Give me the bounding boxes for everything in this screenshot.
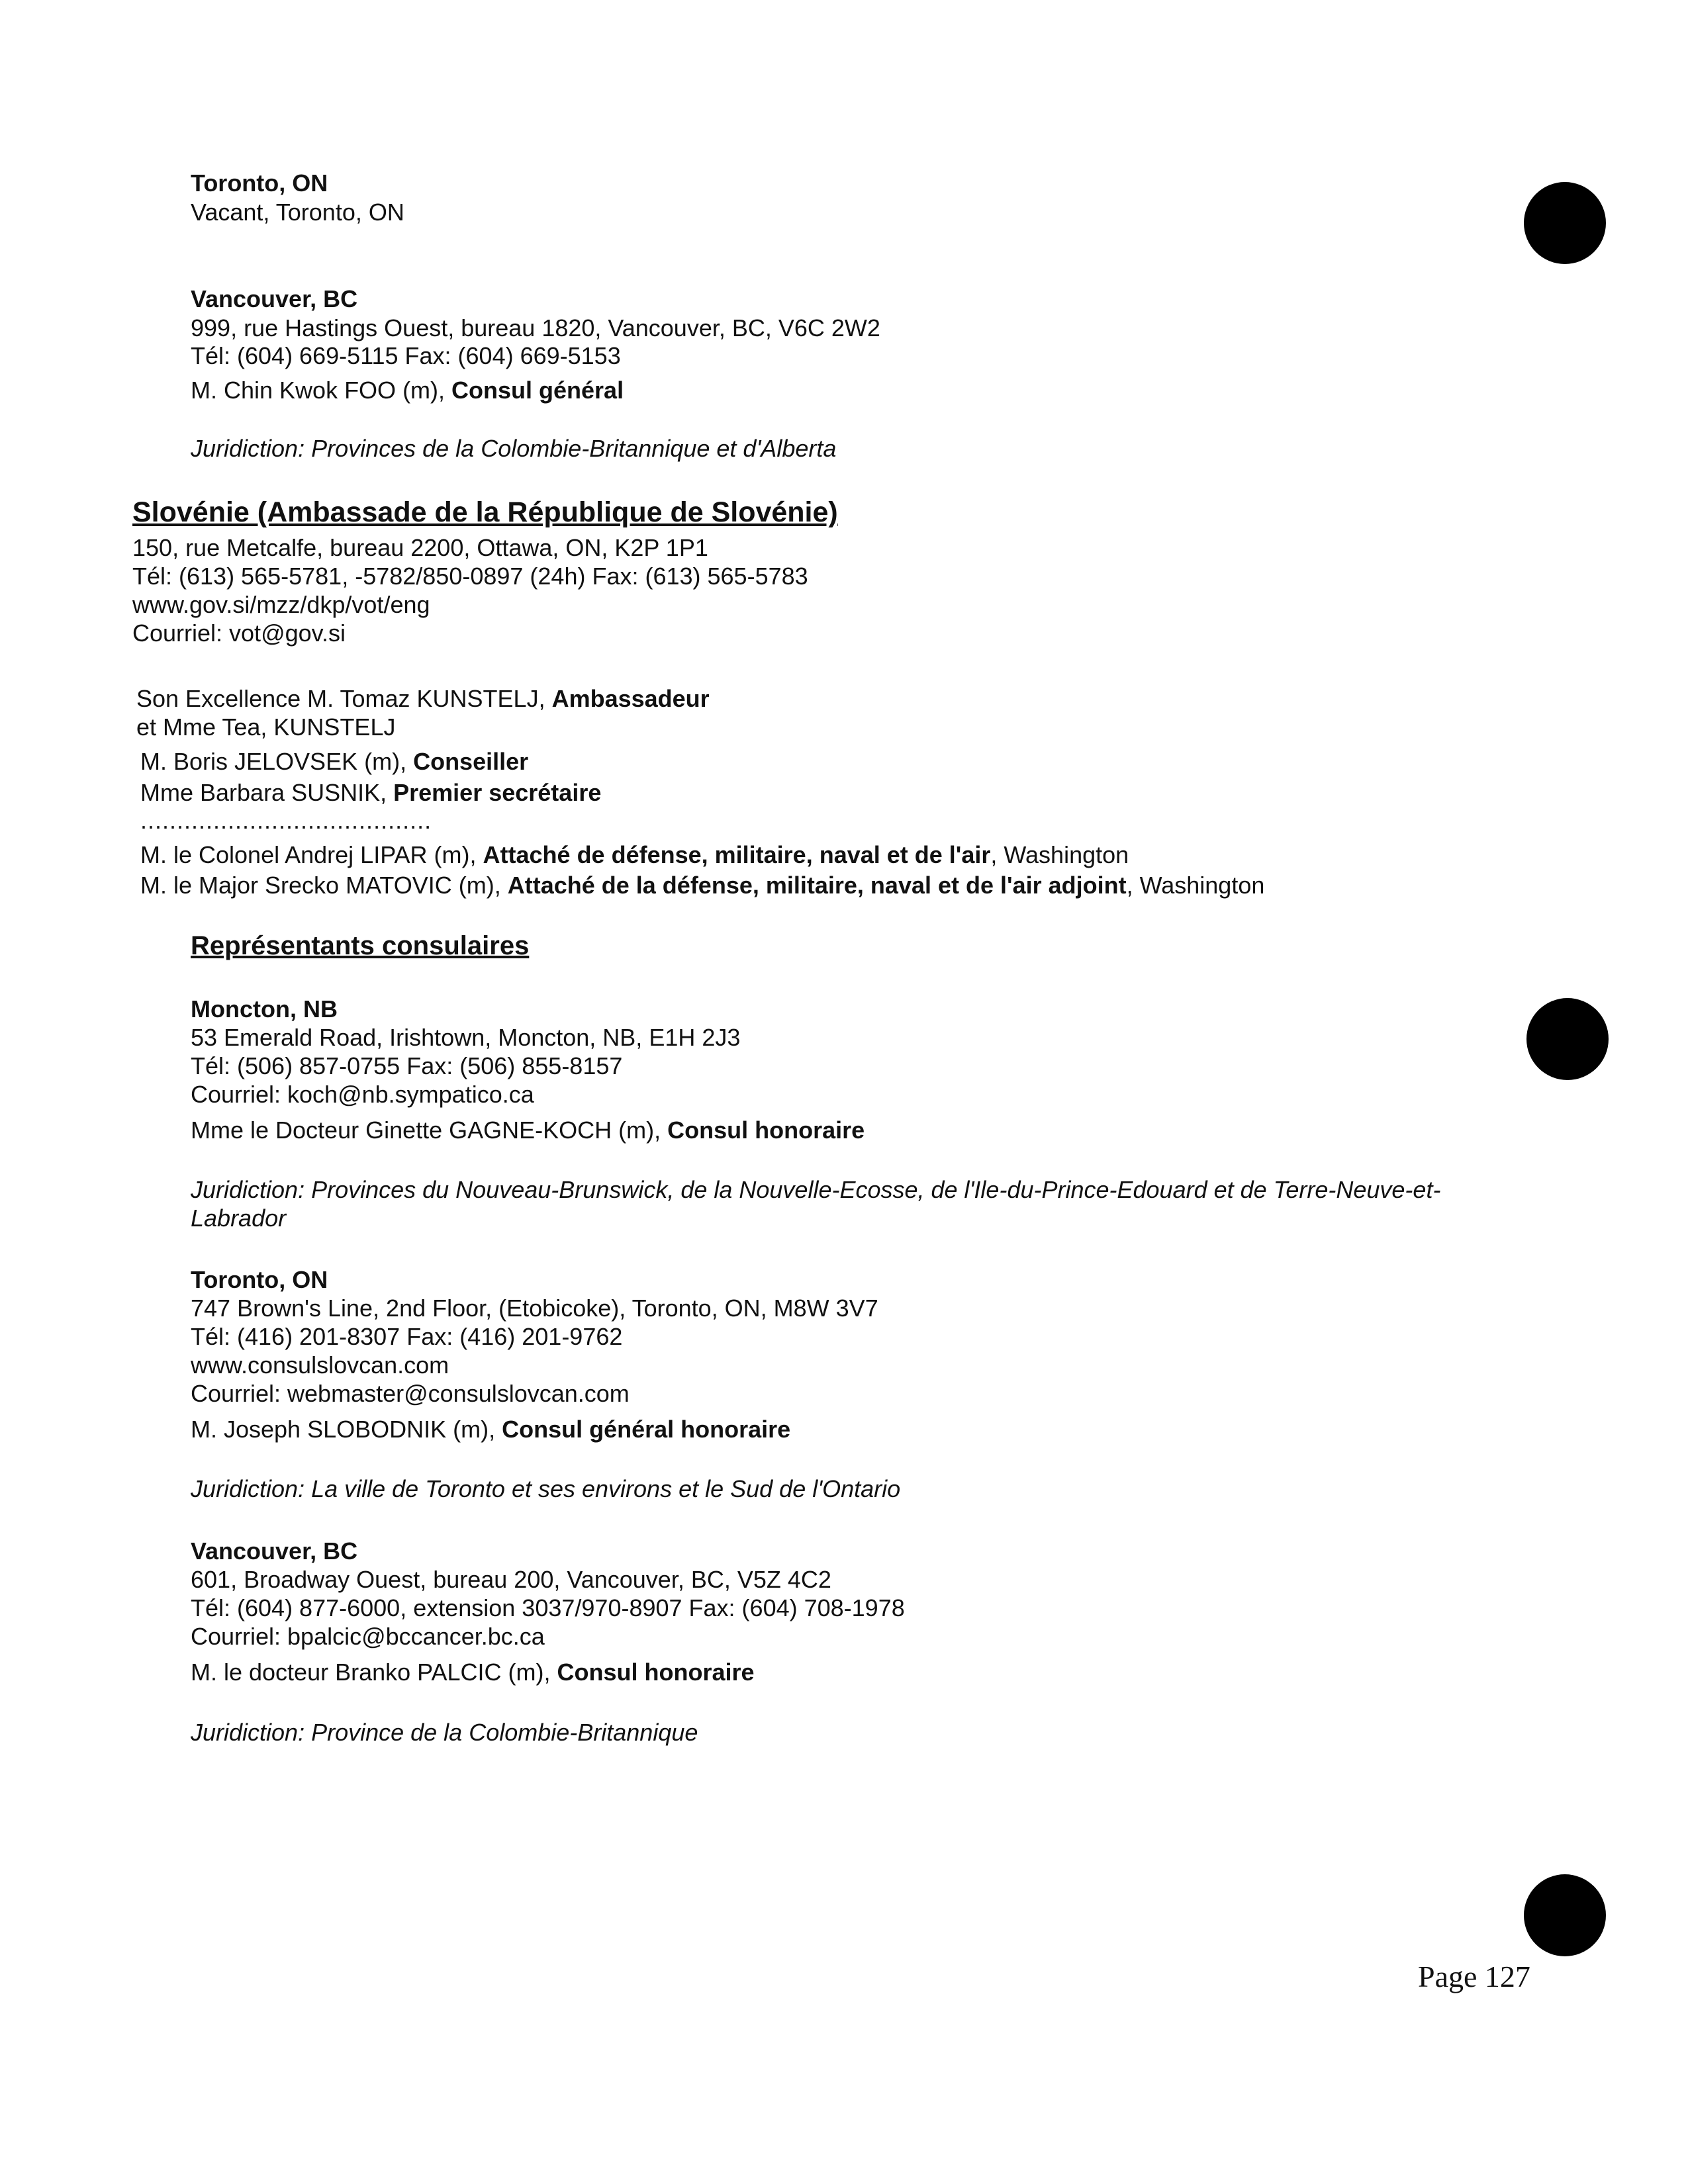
- person-title: Consul honoraire: [667, 1116, 865, 1144]
- moncton-jurisdiction-line2: Labrador: [191, 1205, 287, 1232]
- vancouver-address: 601, Broadway Ouest, bureau 200, Vancouver, BC, V5Z 4C2: [191, 1566, 831, 1593]
- staff-title: Premier secrétaire: [393, 779, 602, 806]
- vancouver-city: Vancouver, BC: [191, 1537, 358, 1565]
- moncton-phone: Tél: (506) 857-0755 Fax: (506) 855-8157: [191, 1052, 623, 1079]
- consular-heading: Représentants consulaires: [191, 931, 530, 960]
- vancouver-top-address: 999, rue Hastings Ouest, bureau 1820, Vancouver, BC, V6C 2W2: [191, 314, 880, 341]
- punch-hole-top: [1524, 182, 1606, 264]
- person-title: Consul général: [451, 377, 624, 404]
- embassy-heading: Slovénie (Ambassade de la République de Slovénie): [132, 496, 838, 528]
- embassy-phone: Tél: (613) 565-5781, -5782/850-0897 (24h) Fax: (613) 565-5783: [132, 563, 808, 590]
- embassy-website: www.gov.si/mzz/dkp/vot/eng: [132, 591, 430, 618]
- person-name: M. Chin Kwok FOO (m),: [191, 377, 452, 404]
- vancouver-person: [191, 1658, 755, 1687]
- moncton-city: Moncton, NB: [191, 995, 338, 1023]
- staff-first-secretary: [140, 778, 601, 807]
- vancouver-email: Courriel: bpalcic@bccancer.bc.ca: [191, 1623, 545, 1650]
- vancouver-top-person: [191, 376, 624, 405]
- staff-title: Conseiller: [413, 748, 529, 775]
- toronto-person: [191, 1415, 790, 1444]
- staff-name: M. le Colonel Andrej LIPAR (m),: [140, 841, 483, 868]
- toronto-address: 747 Brown's Line, 2nd Floor, (Etobicoke), Toronto, ON, M8W 3V7: [191, 1295, 878, 1322]
- staff-separator: ........................................: [140, 807, 432, 834]
- moncton-person: [191, 1116, 865, 1145]
- staff-title: Ambassadeur: [551, 685, 710, 712]
- toronto-jurisdiction: Juridiction: La ville de Toronto et ses environs et le Sud de l'Ontario: [191, 1475, 901, 1502]
- toronto-vacant-line: Vacant, Toronto, ON: [191, 199, 404, 226]
- staff-defense-attache: [140, 841, 1129, 870]
- person-name: M. Joseph SLOBODNIK (m),: [191, 1416, 502, 1443]
- punch-hole-bottom: [1524, 1874, 1606, 1956]
- toronto-email: Courriel: webmaster@consulslovcan.com: [191, 1380, 630, 1407]
- staff-counsellor: [140, 747, 528, 776]
- person-name: Mme le Docteur Ginette GAGNE-KOCH (m),: [191, 1116, 668, 1144]
- vancouver-top-city: Vancouver, BC: [191, 285, 358, 312]
- embassy-address: 150, rue Metcalfe, bureau 2200, Ottawa, ON, K2P 1P1: [132, 534, 708, 561]
- person-name: M. le docteur Branko PALCIC (m),: [191, 1659, 557, 1686]
- staff-suffix: , Washington: [990, 841, 1129, 868]
- embassy-email: Courriel: vot@gov.si: [132, 619, 346, 647]
- staff-title: Attaché de défense, militaire, naval et de l'air: [483, 841, 991, 868]
- staff-spouse: [136, 713, 395, 742]
- moncton-address: 53 Emerald Road, Irishtown, Moncton, NB, E1H 2J3: [191, 1024, 741, 1051]
- staff-name: Mme Barbara SUSNIK,: [140, 779, 394, 806]
- moncton-email: Courriel: koch@nb.sympatico.ca: [191, 1081, 534, 1108]
- punch-hole-middle: [1526, 998, 1609, 1080]
- toronto-vacant-city: Toronto, ON: [191, 169, 328, 197]
- vancouver-jurisdiction: Juridiction: Province de la Colombie-Britannique: [191, 1719, 698, 1746]
- staff-name: et Mme Tea, KUNSTELJ: [136, 713, 396, 741]
- staff-suffix: , Washington: [1126, 872, 1265, 899]
- toronto-website: www.consulslovcan.com: [191, 1351, 449, 1379]
- person-title: Consul général honoraire: [502, 1416, 791, 1443]
- vancouver-top-jurisdiction: Juridiction: Provinces de la Colombie-Britannique et d'Alberta: [191, 435, 837, 462]
- toronto-city: Toronto, ON: [191, 1266, 328, 1293]
- staff-name: Son Excellence M. Tomaz KUNSTELJ,: [136, 685, 552, 712]
- staff-name: M. le Major Srecko MATOVIC (m),: [140, 872, 508, 899]
- person-title: Consul honoraire: [557, 1659, 755, 1686]
- staff-name: M. Boris JELOVSEK (m),: [140, 748, 414, 775]
- staff-deputy-defense-attache: [140, 871, 1264, 900]
- page-number: Page 127: [1418, 1960, 1530, 1993]
- vancouver-top-phone: Tél: (604) 669-5115 Fax: (604) 669-5153: [191, 342, 621, 369]
- vancouver-phone: Tél: (604) 877-6000, extension 3037/970-8907 Fax: (604) 708-1978: [191, 1594, 905, 1621]
- moncton-jurisdiction-line1: Juridiction: Provinces du Nouveau-Brunswick, de la Nouvelle-Ecosse, de l'Ile-du-Prince-Edouard et de Terre-Neuve-et-: [191, 1176, 1441, 1203]
- staff-ambassador: [136, 684, 710, 713]
- staff-title: Attaché de la défense, militaire, naval et de l'air adjoint: [507, 872, 1127, 899]
- toronto-phone: Tél: (416) 201-8307 Fax: (416) 201-9762: [191, 1323, 623, 1350]
